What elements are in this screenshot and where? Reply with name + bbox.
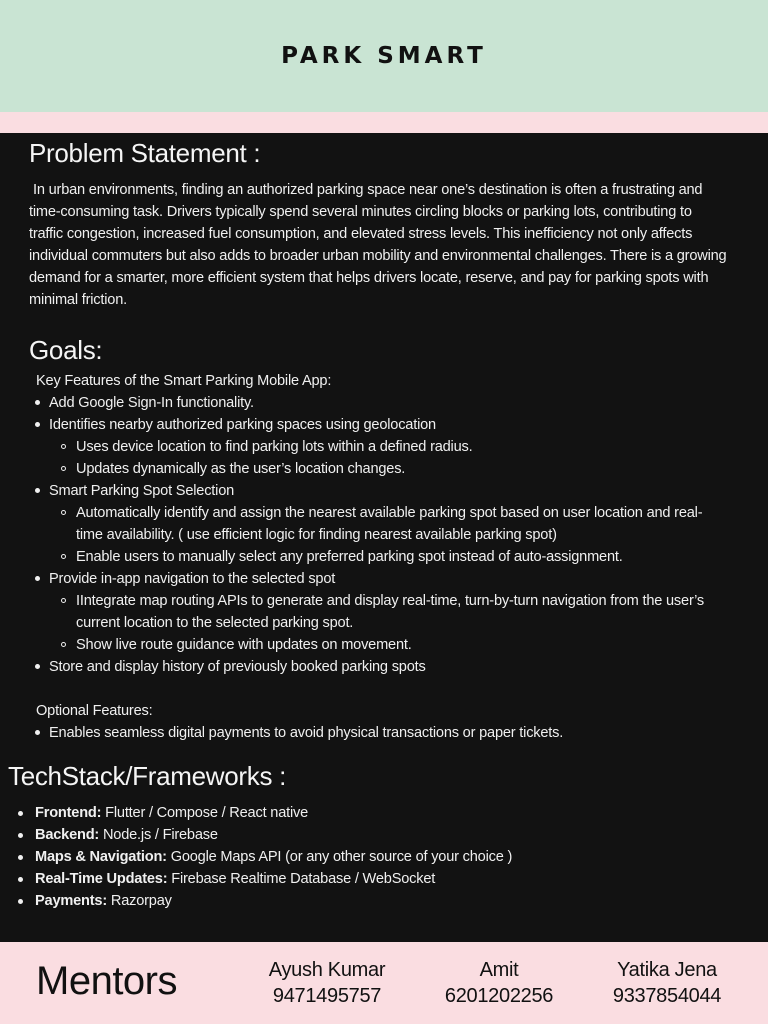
techstack-label: Real-Time Updates: bbox=[35, 871, 168, 887]
bullet-icon bbox=[35, 576, 40, 581]
bullet-icon bbox=[18, 855, 23, 860]
sub-bullet-icon bbox=[61, 510, 66, 515]
techstack-item bbox=[35, 824, 218, 846]
techstack-value: Razorpay bbox=[110, 893, 172, 909]
bullet-icon bbox=[35, 422, 40, 427]
goals-heading: Goals: bbox=[29, 335, 103, 365]
techstack-value: Node.js / Firebase bbox=[102, 827, 218, 843]
goal-item: Store and display history of previously booked parking spots bbox=[49, 659, 426, 675]
mentor-card bbox=[419, 957, 579, 1009]
techstack-heading: TechStack/Frameworks : bbox=[8, 761, 287, 791]
sub-bullet-icon bbox=[61, 598, 66, 603]
goal-subitem: Updates dynamically as the user’s location changes. bbox=[76, 461, 406, 477]
bullet-icon bbox=[18, 877, 23, 882]
mentor-card bbox=[587, 957, 747, 1009]
goal-subitem: IIntegrate map routing APIs to generate and display real-time, turn-by-turn navigation from the user’s current location to the selected parking spot. bbox=[76, 593, 705, 631]
mentor-name: Amit bbox=[479, 959, 519, 981]
sub-bullet-icon bbox=[61, 466, 66, 471]
bullet-icon bbox=[18, 833, 23, 838]
mentor-phone: 9337854044 bbox=[612, 985, 722, 1007]
techstack-item bbox=[35, 802, 308, 824]
techstack-label: Backend: bbox=[35, 827, 100, 843]
goal-subitem: Automatically identify and assign the nearest available parking spot based on user location and real-time availability. ( use efficient logic for finding nearest available parking spot) bbox=[76, 505, 703, 543]
mentors-label: Mentors bbox=[36, 959, 177, 1003]
optional-heading: Optional Features: bbox=[36, 703, 153, 719]
bullet-icon bbox=[35, 488, 40, 493]
mentor-phone: 9471495757 bbox=[272, 985, 382, 1007]
bullet-icon bbox=[35, 730, 40, 735]
divider-strip bbox=[0, 112, 768, 133]
bullet-icon bbox=[35, 664, 40, 669]
goal-item: Smart Parking Spot Selection bbox=[49, 483, 235, 499]
goal-item: Identifies nearby authorized parking spaces using geolocation bbox=[49, 417, 436, 433]
goal-subitem: Uses device location to find parking lots within a defined radius. bbox=[76, 439, 473, 455]
sub-bullet-icon bbox=[61, 642, 66, 647]
techstack-item bbox=[35, 890, 172, 912]
goals-intro: Key Features of the Smart Parking Mobile App: bbox=[36, 373, 332, 389]
problem-text: In urban environments, finding an authorized parking space near one’s destination is often a frustrating and time-consuming task. Drivers typically spend several minutes circling blocks or parking lots, contributing to traffic congestion, increased fuel consumption, and elevated stress levels. This inefficiency not only affects individual commuters but also adds to broader urban mobility and environmental challenges. There is a growing demand for a smarter, more efficient system that helps drivers locate, reserve, and pay for parking spots with minimal friction. bbox=[29, 182, 727, 308]
techstack-label: Frontend: bbox=[35, 805, 102, 821]
sub-bullet-icon bbox=[61, 444, 66, 449]
techstack-value: Flutter / Compose / React native bbox=[105, 805, 309, 821]
mentor-name: Yatika Jena bbox=[617, 959, 717, 981]
mentor-phone: 6201202256 bbox=[444, 985, 554, 1007]
mentors-footer bbox=[0, 942, 768, 1024]
goal-item: Add Google Sign-In functionality. bbox=[49, 395, 254, 411]
bullet-icon bbox=[18, 899, 23, 904]
mentor-name: Ayush Kumar bbox=[268, 959, 386, 981]
techstack-label: Maps & Navigation: bbox=[35, 849, 167, 865]
main-content bbox=[0, 133, 768, 942]
goal-item: Provide in-app navigation to the selected spot bbox=[49, 571, 336, 587]
page-title: PARK SMART bbox=[281, 43, 487, 69]
techstack-item bbox=[35, 846, 512, 868]
mentor-card bbox=[247, 957, 407, 1009]
optional-item: Enables seamless digital payments to avoid physical transactions or paper tickets. bbox=[49, 725, 564, 741]
goal-subitem: Enable users to manually select any preferred parking spot instead of auto-assignment. bbox=[76, 549, 623, 565]
problem-heading: Problem Statement : bbox=[29, 138, 261, 168]
techstack-label: Payments: bbox=[35, 893, 108, 909]
techstack-value: Firebase Realtime Database / WebSocket bbox=[171, 871, 436, 887]
header-banner bbox=[0, 0, 768, 112]
techstack-item bbox=[35, 868, 435, 890]
sub-bullet-icon bbox=[61, 554, 66, 559]
bullet-icon bbox=[18, 811, 23, 816]
goal-subitem: Show live route guidance with updates on movement. bbox=[76, 637, 412, 653]
bullet-icon bbox=[35, 400, 40, 405]
techstack-value: Google Maps API (or any other source of your choice ) bbox=[170, 849, 513, 865]
